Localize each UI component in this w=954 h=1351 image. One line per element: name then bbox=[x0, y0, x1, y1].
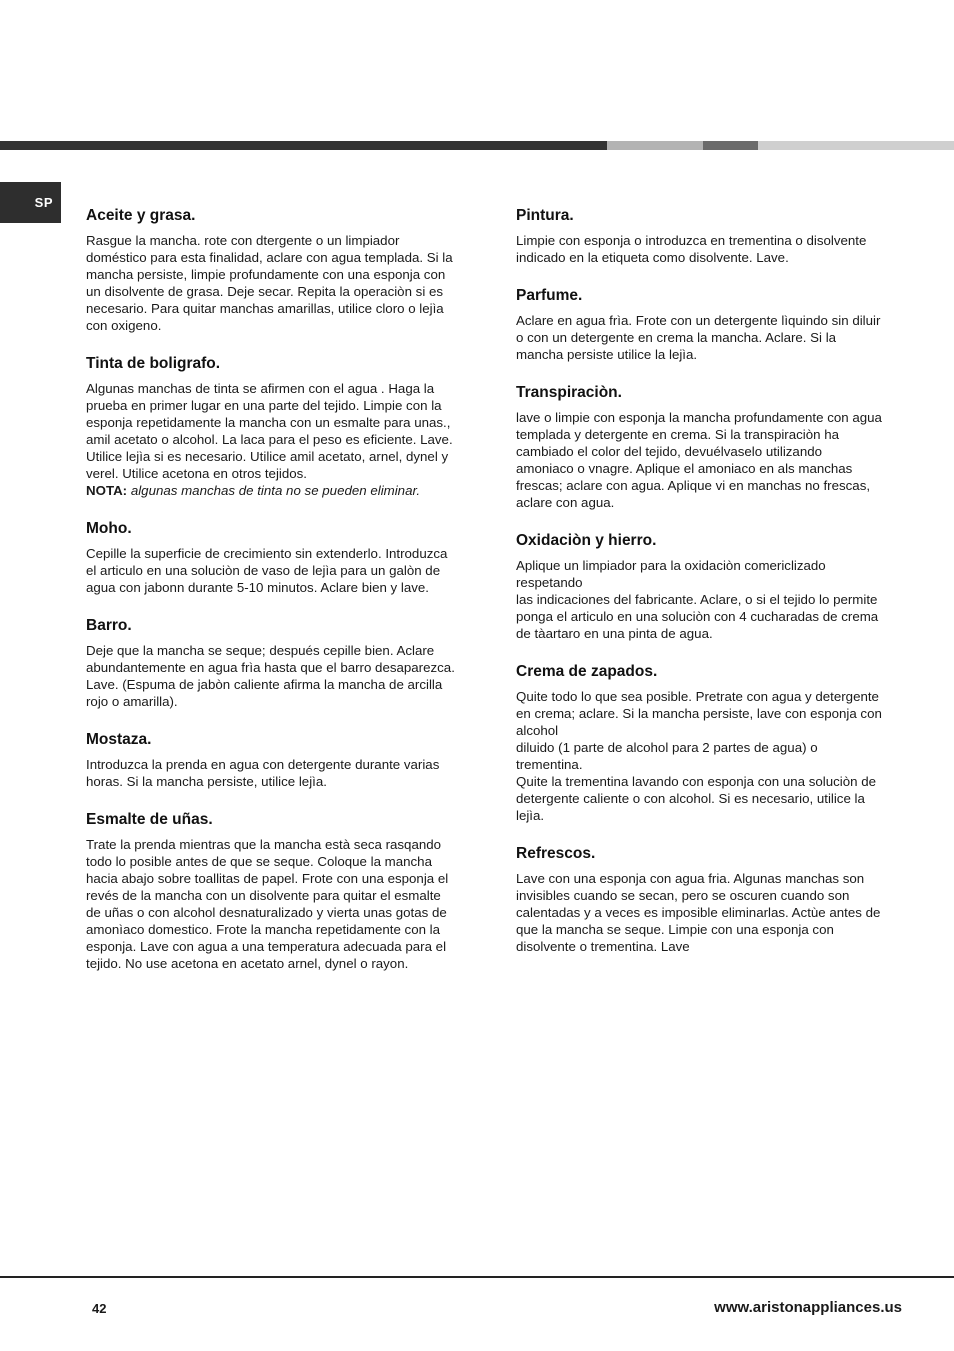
section-aceite bbox=[86, 206, 474, 334]
section-pintura bbox=[516, 206, 900, 266]
section-body: Aplique un limpiador para la oxidaciòn comericlizado respetando las indicaciones del fabricante. Aclare, o si el tejido lo permite ponga el articulo en una soluciòn con 4 cucharadas de crema de tàartaro en una pinta de agua. bbox=[516, 558, 879, 641]
header-bar-light bbox=[607, 141, 703, 150]
section-title: Esmalte de uñas. bbox=[86, 811, 213, 828]
section-title: Pintura. bbox=[516, 207, 574, 224]
section-body: Lave con una esponja con agua fria. Algunas manchas son invisibles cuando se secan, pero se oscuren cuando son calentadas y a veces es imposible eliminarlas. Actùe antes de que la mancha se seque. Limpie con una esponja con disolvente o trementina. Lave bbox=[516, 871, 881, 954]
section-crema bbox=[516, 662, 900, 824]
section-body: Cepille la superficie de crecimiento sin extenderlo. Introduzca el articulo en una soluciòn de vaso de lejìa para un galòn de agua con jabonn durante 5-10 minutos. Aclare bien y lave. bbox=[86, 546, 448, 595]
section-title: Refrescos. bbox=[516, 845, 596, 862]
section-transpiracion bbox=[516, 383, 900, 511]
page-number: 42 bbox=[92, 1301, 107, 1316]
note bbox=[86, 482, 474, 499]
section-tinta bbox=[86, 354, 474, 499]
section-title: Mostaza. bbox=[86, 731, 152, 748]
section-body: Rasgue la mancha. rote con dtergente o un limpiador doméstico para esta finalidad, aclare con agua templada. Si la mancha persiste, limpie profundamente con una esponja con un disolvente de grasa. Deje secar. Repita la operaciòn si es necesario. Para quitar manchas amarillas, utilice cloro o lejìa con oxigeno. bbox=[86, 233, 453, 333]
section-body: Aclare en agua frìa. Frote con un detergente lìquindo sin diluir o con un detergente en crema la mancha. Aclare. Si la mancha persiste utilice la lejìa. bbox=[516, 313, 881, 362]
footer-rule bbox=[0, 1276, 954, 1278]
section-title: Barro. bbox=[86, 617, 132, 634]
section-title: Aceite y grasa. bbox=[86, 207, 196, 224]
section-title: Transpiraciòn. bbox=[516, 384, 622, 401]
section-body: lave o limpie con esponja la mancha profundamente con agua templada y detergente en crema. Si la transpiraciòn ha cambiado el color del tejido, devuélvaselo utilizando amoniaco o vnagre. Aplique el amoniaco en als manchas frescas; aclare con agua. Aplique vi en manchas no frescas, aclare con agua. bbox=[516, 410, 882, 510]
left-column bbox=[86, 206, 474, 992]
section-title: Crema de zapados. bbox=[516, 663, 658, 680]
section-body: Deje que la mancha se seque; después cepille bien. Aclare abundantemente en agua frìa hasta que el barro desaparezca. Lave. (Espuma de jabòn caliente afirma la mancha de arcilla rojo o amarilla). bbox=[86, 643, 455, 709]
section-title: Parfume. bbox=[516, 287, 583, 304]
header-bar-dark bbox=[0, 141, 607, 150]
section-body: Limpie con esponja o introduzca en trementina o disolvente indicado en la etiqueta como disolvente. Lave. bbox=[516, 233, 867, 265]
section-parfume bbox=[516, 286, 900, 363]
website-link[interactable]: www.aristonappliances.us bbox=[714, 1299, 902, 1316]
section-body: Introduzca la prenda en agua con detergente durante varias horas. Si la mancha persiste, utilice lejìa. bbox=[86, 757, 440, 789]
section-body: Quite todo lo que sea posible. Pretrate con agua y detergente en crema; aclare. Si la mancha persiste, lave con esponja con alcohol diluido (1 parte de alcohol para 2 partes de agua) o trementina. Quite la trementina lavando con esponja con una soluciòn de detergente caliente o con alcohol. Si es necesario, utilice la lejìa. bbox=[516, 689, 882, 823]
language-tab: SP bbox=[0, 182, 61, 223]
section-refrescos bbox=[516, 844, 900, 955]
section-body: Trate la prenda mientras que la mancha està seca rasqando todo lo posible antes de que se seque. Coloque la mancha hacia abajo sobre toallitas de papel. Frote con una esponja el revés de la mancha con un disolvente para quitar el esmalte de uñas o con alcohol desnaturalizado y vierta unas gotas de amonìaco domestico. Frote la mancha repetidamente con la esponja. Lave con agua a una temperatura adecuada para el tejido. No use acetona en acetato arnel, dynel o rayon. bbox=[86, 837, 449, 971]
note-label: NOTA: bbox=[86, 483, 128, 498]
note-text: algunas manchas de tinta no se pueden eliminar. bbox=[130, 483, 421, 498]
section-esmalte bbox=[86, 810, 474, 972]
section-title: Oxidaciòn y hierro. bbox=[516, 532, 657, 549]
section-mostaza bbox=[86, 730, 474, 790]
section-moho bbox=[86, 519, 474, 596]
header-bar-mid bbox=[703, 141, 758, 150]
section-title: Tinta de boligrafo. bbox=[86, 355, 221, 372]
section-oxidacion bbox=[516, 531, 900, 642]
section-body: Algunas manchas de tinta se afirmen con el agua . Haga la prueba en primer lugar en una parte del tejido. Limpie con la esponja repetidamente la mancha con un esmalte para unas., amil acetato o alcohol. La laca para el peso es eficiente. Lave. Utilice lejìa si es necesario. Utilice amil acetato, arnel, dynel y verel. Utilice acetona en otros tejidos. bbox=[86, 381, 453, 481]
section-title: Moho. bbox=[86, 520, 132, 537]
section-barro bbox=[86, 616, 474, 710]
header-bar-light-end bbox=[758, 141, 954, 150]
right-column bbox=[516, 206, 900, 975]
